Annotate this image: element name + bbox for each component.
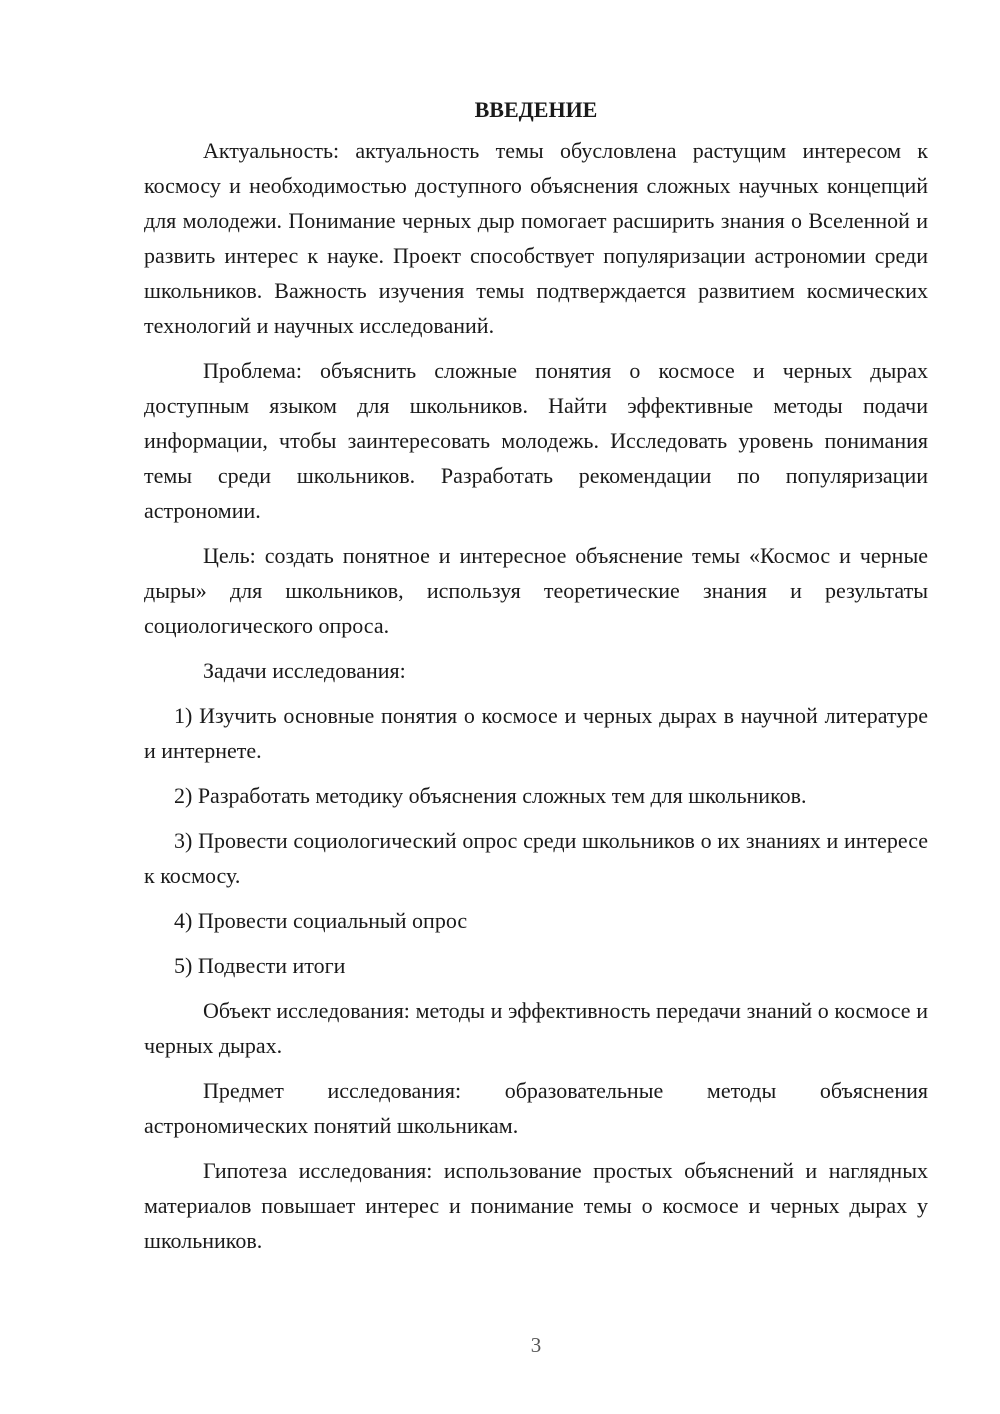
tasks-heading: Задачи исследования: — [203, 658, 406, 683]
page-number: 3 — [530, 1333, 542, 1357]
subject-paragraph: Предмет исследования: образовательные методы объяснения астрономических понятий школьникам. — [144, 1078, 928, 1138]
hypothesis-paragraph: Гипотеза исследования: использование простых объяснений и наглядных материалов повышает интерес и понимание темы о космосе и черных дырах у школьников. — [144, 1158, 928, 1253]
document-page — [144, 92, 928, 1258]
object-paragraph: Объект исследования: методы и эффективность передачи знаний о космосе и черных дырах. — [144, 998, 928, 1058]
relevance-paragraph: Актуальность: актуальность темы обусловлена растущим интересом к космосу и необходимостью доступного объяснения сложных научных концепций для молодежи. Понимание черных дыр помогает расширить знания о Вселенной и развить интерес к науке. Проект способствует популяризации астрономии среди школьников. Важность изучения темы подтверждается развитием космических технологий и научных исследований. — [144, 138, 928, 338]
task-item-5: 5) Подвести итоги — [174, 953, 346, 978]
section-title: ВВЕДЕНИЕ — [474, 97, 598, 122]
task-item-2: 2) Разработать методику объяснения сложных тем для школьников. — [174, 783, 807, 808]
problem-paragraph: Проблема: объяснить сложные понятия о космосе и черных дырах доступным языком для школьников. Найти эффективные методы подачи информации, чтобы заинтересовать молодежь. Исследовать уровень понимания темы среди школьников. Разработать рекомендации по популяризации астрономии. — [144, 358, 928, 523]
task-item-1: 1) Изучить основные понятия о космосе и черных дырах в научной литературе и интернете. — [144, 703, 928, 763]
task-item-3: 3) Провести социологический опрос среди школьников о их знаниях и интересе к космосу. — [144, 828, 928, 888]
goal-paragraph: Цель: создать понятное и интересное объяснение темы «Космос и черные дыры» для школьников, используя теоретические знания и результаты социологического опроса. — [144, 543, 928, 638]
task-item-4: 4) Провести социальный опрос — [174, 908, 468, 933]
